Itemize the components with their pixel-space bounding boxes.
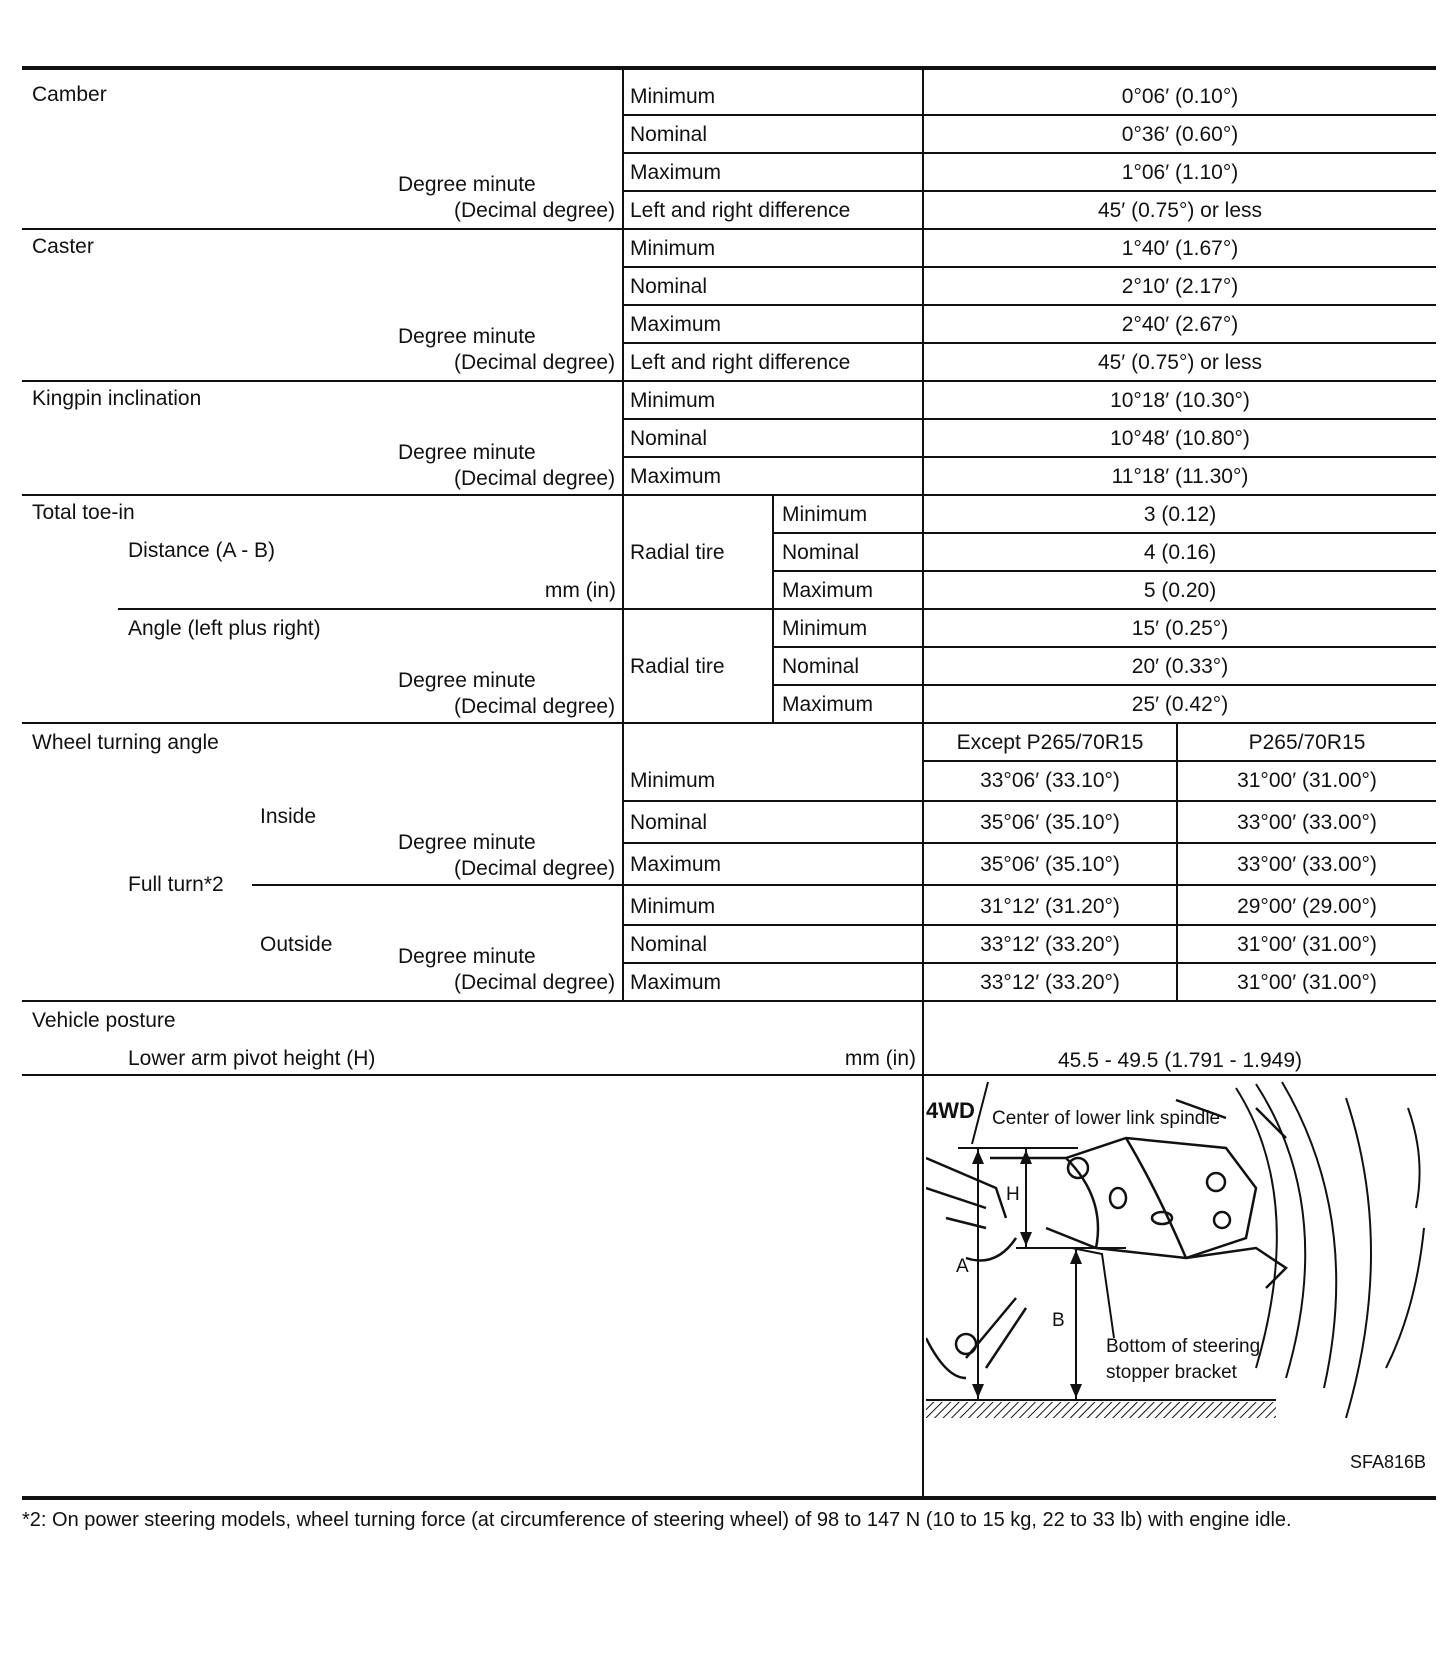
caster-row-value: 45′ (0.75°) or less: [1097, 351, 1263, 374]
toe-row-value: 20′ (0.33°): [1131, 655, 1229, 678]
toe-distance-label: Distance (A - B): [128, 539, 276, 562]
wheel-row-label: Nominal: [630, 811, 708, 834]
kingpin-row-value: 10°48′ (10.80°): [1110, 427, 1250, 450]
toe-row-label: Nominal: [782, 541, 860, 564]
row-rule: [772, 570, 1436, 572]
caster-row-label: Minimum: [630, 237, 716, 260]
caster-unit-2: (Decimal degree): [454, 351, 616, 374]
caster-row-value: 2°40′ (2.67°): [1121, 313, 1239, 336]
wheel-row-v1: 33°12′ (33.20°): [980, 933, 1120, 956]
outside-unit-2: (Decimal degree): [454, 971, 616, 994]
section-rule: [22, 494, 1436, 496]
table-top-rule: [22, 66, 1436, 70]
section-rule: [118, 608, 1436, 610]
kingpin-label: Kingpin inclination: [32, 387, 202, 410]
figure-label-b: B: [1052, 1310, 1065, 1331]
table-bottom-rule: [22, 1496, 1436, 1500]
wheel-turning-label: Wheel turning angle: [32, 731, 219, 754]
wheel-row-label: Nominal: [630, 933, 708, 956]
wheel-row-label: Minimum: [630, 895, 716, 918]
footnote: *2: On power steering models, wheel turning force (at circumference of steering wheel) of 98 to 147 N (10 to 15 kg, 22 to 33 lb) with engine idle.: [22, 1509, 1292, 1531]
caster-row-value: 2°10′ (2.17°): [1121, 275, 1239, 298]
row-rule: [622, 456, 1436, 458]
figure-callout-top: Center of lower link spindle: [992, 1108, 1221, 1129]
row-rule: [622, 800, 1436, 802]
pivot-height-value: 45.5 - 49.5 (1.791 - 1.949): [1058, 1049, 1302, 1072]
row-rule: [622, 418, 1436, 420]
toe-row-value: 5 (0.20): [1143, 579, 1217, 602]
camber-row-label: Nominal: [630, 123, 708, 146]
toe-row-label: Maximum: [782, 579, 874, 602]
caster-row-value: 1°40′ (1.67°): [1121, 237, 1239, 260]
wheel-row-label: Minimum: [630, 769, 716, 792]
toe-row-value: 15′ (0.25°): [1131, 617, 1229, 640]
outside-label: Outside: [260, 933, 333, 956]
toe-angle-label: Angle (left plus right): [128, 617, 321, 640]
row-rule: [622, 266, 1436, 268]
toe-angle-tire: Radial tire: [630, 655, 725, 678]
row-rule: [922, 760, 1436, 762]
row-rule: [622, 842, 1436, 844]
wheel-row-label: Maximum: [630, 971, 722, 994]
camber-unit-1: Degree minute: [398, 173, 536, 196]
caster-row-label: Left and right difference: [630, 351, 851, 374]
kingpin-unit-1: Degree minute: [398, 441, 536, 464]
pivot-height-label: Lower arm pivot height (H): [128, 1047, 376, 1070]
posture-label: Vehicle posture: [32, 1009, 176, 1032]
toe-row-value: 25′ (0.42°): [1131, 693, 1229, 716]
kingpin-row-value: 11°18′ (11.30°): [1111, 465, 1249, 488]
figure-label-h: H: [1006, 1184, 1020, 1205]
wheel-col1-header: Except P265/70R15: [956, 731, 1144, 754]
camber-row-value: 0°36′ (0.60°): [1121, 123, 1239, 146]
kingpin-unit-2: (Decimal degree): [454, 467, 616, 490]
row-rule: [622, 962, 1436, 964]
kingpin-row-label: Nominal: [630, 427, 708, 450]
row-rule: [622, 924, 1436, 926]
toe-angle-unit-2: (Decimal degree): [454, 695, 616, 718]
toe-distance-unit: mm (in): [544, 579, 616, 602]
camber-row-label: Left and right difference: [630, 199, 851, 222]
kingpin-row-label: Minimum: [630, 389, 716, 412]
toe-angle-unit-1: Degree minute: [398, 669, 536, 692]
caster-unit-1: Degree minute: [398, 325, 536, 348]
wheel-row-v2: 33°00′ (33.00°): [1237, 853, 1377, 876]
section-rule: [22, 1074, 1436, 1076]
row-rule: [622, 114, 1436, 116]
caster-row-label: Nominal: [630, 275, 708, 298]
row-rule: [622, 190, 1436, 192]
figure-callout-bottom-2: stopper bracket: [1106, 1362, 1237, 1383]
toe-distance-tire: Radial tire: [630, 541, 725, 564]
row-rule: [772, 532, 1436, 534]
inside-label: Inside: [260, 805, 317, 828]
camber-row-value: 45′ (0.75°) or less: [1097, 199, 1263, 222]
kingpin-row-value: 10°18′ (10.30°): [1110, 389, 1250, 412]
wheel-row-v1: 31°12′ (31.20°): [980, 895, 1120, 918]
wheel-row-v2: 29°00′ (29.00°): [1237, 895, 1377, 918]
camber-row-value: 0°06′ (0.10°): [1121, 85, 1239, 108]
full-turn-rule: [252, 884, 622, 886]
col-divider: [622, 68, 624, 1000]
wheel-col2-header: P265/70R15: [1248, 731, 1366, 754]
row-rule: [622, 152, 1436, 154]
row-rule: [772, 646, 1436, 648]
outside-unit-1: Degree minute: [398, 945, 536, 968]
toe-row-label: Minimum: [782, 503, 868, 526]
section-rule: [22, 228, 1436, 230]
figure-drive-label: 4WD: [926, 1098, 975, 1123]
camber-row-label: Maximum: [630, 161, 722, 184]
wheel-row-v2: 33°00′ (33.00°): [1237, 811, 1377, 834]
row-rule: [772, 684, 1436, 686]
inside-unit-2: (Decimal degree): [454, 857, 616, 880]
pivot-height-unit: mm (in): [844, 1047, 916, 1070]
kingpin-row-label: Maximum: [630, 465, 722, 488]
toe-row-label: Nominal: [782, 655, 860, 678]
caster-row-label: Maximum: [630, 313, 722, 336]
figure-code: SFA816B: [1349, 1452, 1426, 1472]
camber-label: Camber: [32, 83, 107, 106]
toe-row-value: 4 (0.16): [1143, 541, 1217, 564]
wheel-row-v1: 35°06′ (35.10°): [980, 811, 1120, 834]
figure-callout-bottom-1: Bottom of steering: [1106, 1336, 1261, 1357]
row-rule: [622, 342, 1436, 344]
wheel-row-v2: 31°00′ (31.00°): [1237, 769, 1377, 792]
toe-row-label: Maximum: [782, 693, 874, 716]
wheel-row-v2: 31°00′ (31.00°): [1237, 971, 1377, 994]
toe-row-value: 3 (0.12): [1143, 503, 1217, 526]
toe-in-label: Total toe-in: [32, 501, 135, 524]
full-turn-label: Full turn*2: [128, 873, 224, 896]
section-rule: [22, 722, 1436, 724]
section-rule: [22, 1000, 1436, 1002]
suspension-figure: [926, 1078, 1436, 1494]
caster-label: Caster: [32, 235, 94, 258]
inside-unit-1: Degree minute: [398, 831, 536, 854]
row-rule: [622, 304, 1436, 306]
section-rule: [22, 380, 1436, 382]
wheel-row-v1: 35°06′ (35.10°): [980, 853, 1120, 876]
wheel-row-v1: 33°06′ (33.10°): [980, 769, 1120, 792]
wheel-row-v1: 33°12′ (33.20°): [980, 971, 1120, 994]
camber-unit-2: (Decimal degree): [454, 199, 616, 222]
camber-row-value: 1°06′ (1.10°): [1121, 161, 1239, 184]
camber-row-label: Minimum: [630, 85, 716, 108]
wheel-row-v2: 31°00′ (31.00°): [1237, 933, 1377, 956]
figure-label-a: A: [956, 1256, 969, 1277]
row-rule: [622, 884, 1436, 886]
wheel-row-label: Maximum: [630, 853, 722, 876]
toe-row-label: Minimum: [782, 617, 868, 640]
